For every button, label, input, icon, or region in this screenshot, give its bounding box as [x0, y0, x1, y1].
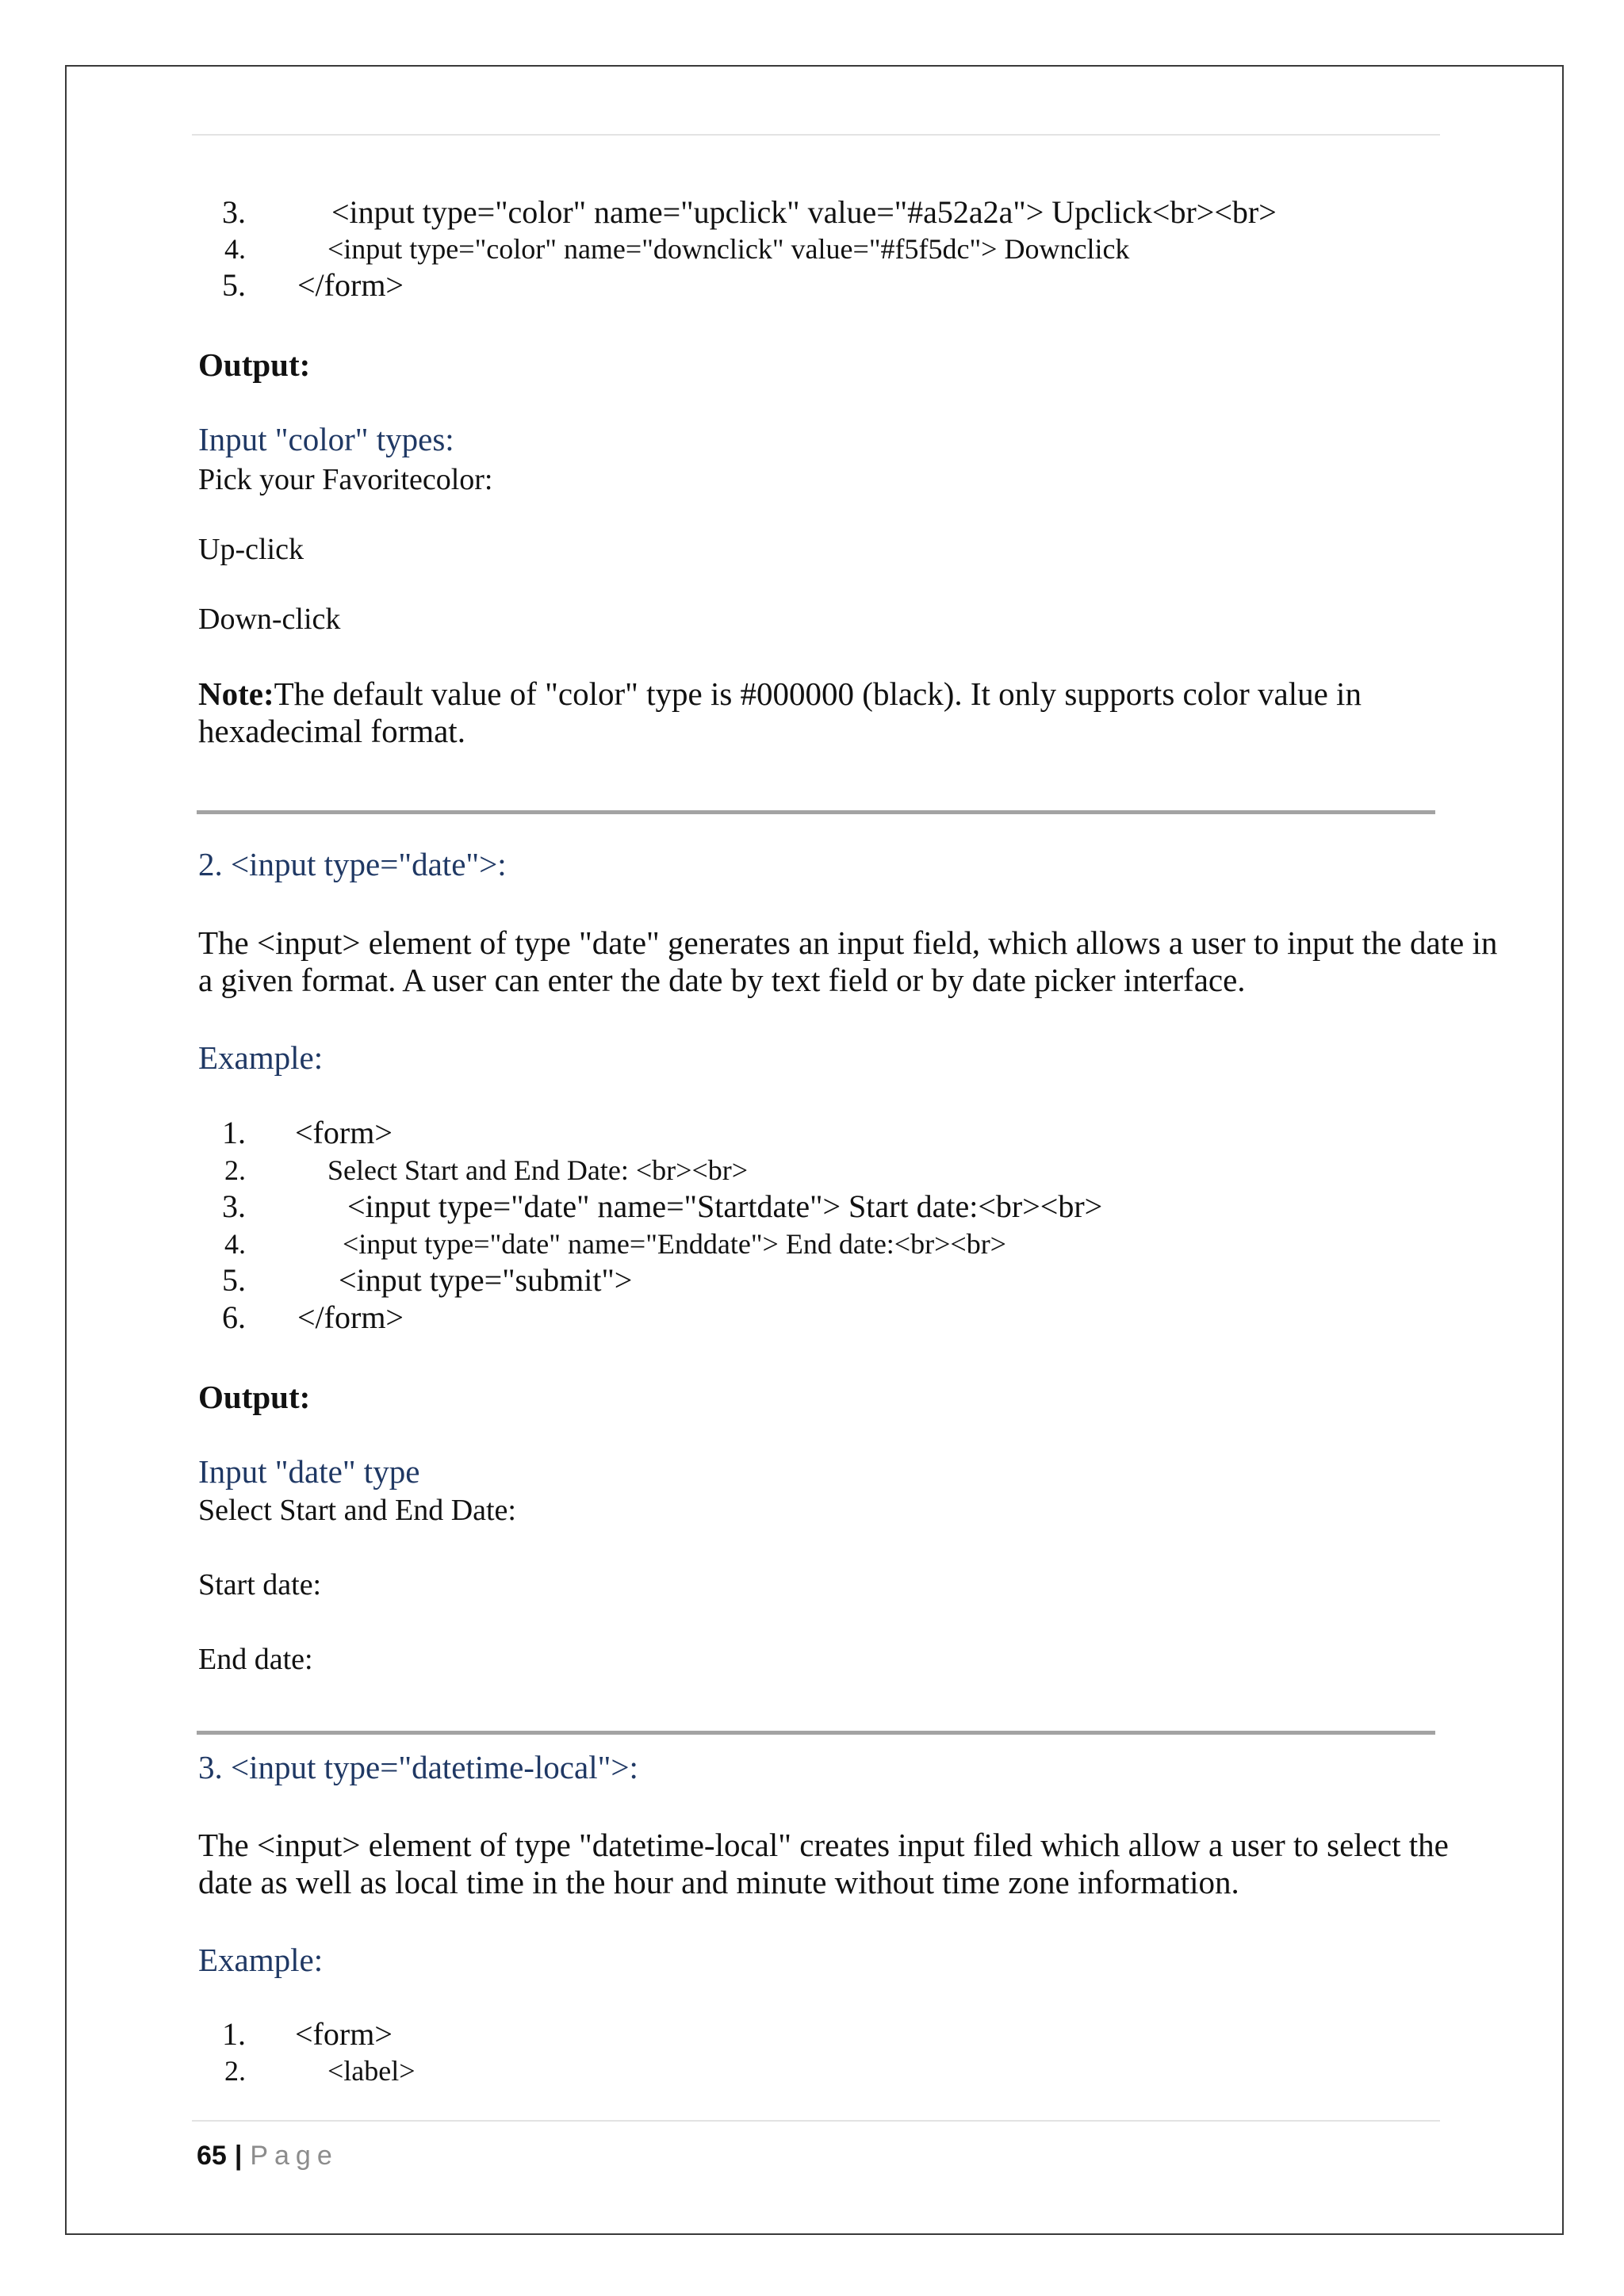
code-line-number: 2.: [224, 2055, 246, 2087]
code-line-number: 1.: [222, 2016, 246, 2052]
code-line-text: Select Start and End Date: <br><br>: [327, 1154, 749, 1186]
page-word: Page: [250, 2141, 339, 2171]
code-line-text: <label>: [327, 2055, 416, 2087]
code-line-number: 2.: [224, 1154, 246, 1186]
note-label: Note:: [198, 675, 274, 712]
output-label: Output:: [198, 346, 311, 383]
code-line-1: [174, 1117, 1522, 1152]
output-line: End date:: [198, 1643, 313, 1676]
section-divider: [197, 1731, 1435, 1735]
code-line-text: <input type="color" name="upclick" value="#a52a2a"> Upclick<br><br>: [331, 194, 1277, 230]
code-line-number: 5.: [222, 267, 246, 303]
code-line-1: [174, 2016, 1522, 2053]
code-line-number: 6.: [222, 1299, 246, 1335]
code-line-5: [174, 1262, 1522, 1299]
page-number: 65: [197, 2141, 227, 2171]
output-line: Pick your Favoritecolor:: [198, 463, 493, 496]
code-line-3: [174, 1188, 1522, 1226]
output-line: Up-click: [198, 533, 304, 566]
code-line-number: 3.: [222, 1188, 246, 1224]
code-line-text: </form>: [297, 1299, 404, 1335]
code-line-text: <input type="date" name="Startdate"> Start date:<br><br>: [347, 1188, 1103, 1224]
section-heading-datetime: 3. <input type="datetime-local">:: [198, 1749, 638, 1785]
code-line-2: [174, 1156, 1522, 1188]
code-line-2: [174, 2057, 1522, 2088]
code-line-5: [174, 267, 1522, 304]
code-line-text: <form>: [295, 2016, 393, 2052]
output-title: Input "date" type: [198, 1453, 420, 1490]
section-divider: [197, 810, 1435, 814]
code-line-4: [174, 1230, 1522, 1261]
page-footer: [197, 2141, 339, 2172]
note-paragraph: [198, 675, 1499, 750]
code-line-4: [174, 235, 1522, 266]
output-line: Start date:: [198, 1568, 322, 1601]
example-label: Example:: [198, 1039, 324, 1076]
code-line-number: 5.: [222, 1262, 246, 1298]
date-paragraph: The <input> element of type "date" generates an input field, which allows a user to input the date in a given format. A user can enter the date by text field or by date picker interface.: [198, 924, 1498, 998]
output-line: Select Start and End Date:: [198, 1494, 516, 1527]
code-line-text: <input type="submit">: [339, 1262, 633, 1298]
code-line-number: 4.: [224, 1228, 246, 1260]
example-label: Example:: [198, 1942, 324, 1978]
datetime-paragraph: The <input> element of type "datetime-local" creates input filed which allow a user to select the date as well as local time in the hour and minute without time zone information.: [198, 1827, 1449, 1900]
output-title: Input "color" types:: [198, 421, 454, 457]
code-line-text: <input type="color" name="downclick" value="#f5f5dc"> Downclick: [327, 233, 1130, 265]
code-line-number: 1.: [222, 1115, 246, 1150]
section-heading-date: 2. <input type="date">:: [198, 846, 507, 882]
output-label: Output:: [198, 1379, 311, 1415]
output-line: Down-click: [198, 603, 341, 636]
code-line-text: </form>: [297, 267, 404, 303]
header-rule: [192, 134, 1440, 136]
footer-rule: [192, 2120, 1440, 2122]
code-line-number: 4.: [224, 233, 246, 265]
code-line-text: <input type="date" name="Enddate"> End date:<br><br>: [343, 1228, 1006, 1260]
footer-separator: |: [234, 2141, 243, 2171]
code-line-number: 3.: [222, 194, 246, 230]
code-line-3: [174, 194, 1522, 232]
code-line-6: [174, 1299, 1522, 1337]
note-text: The default value of "color" type is #000000 (black). It only supports color value in hexadecimal format.: [198, 675, 1362, 749]
code-line-text: <form>: [295, 1115, 393, 1150]
